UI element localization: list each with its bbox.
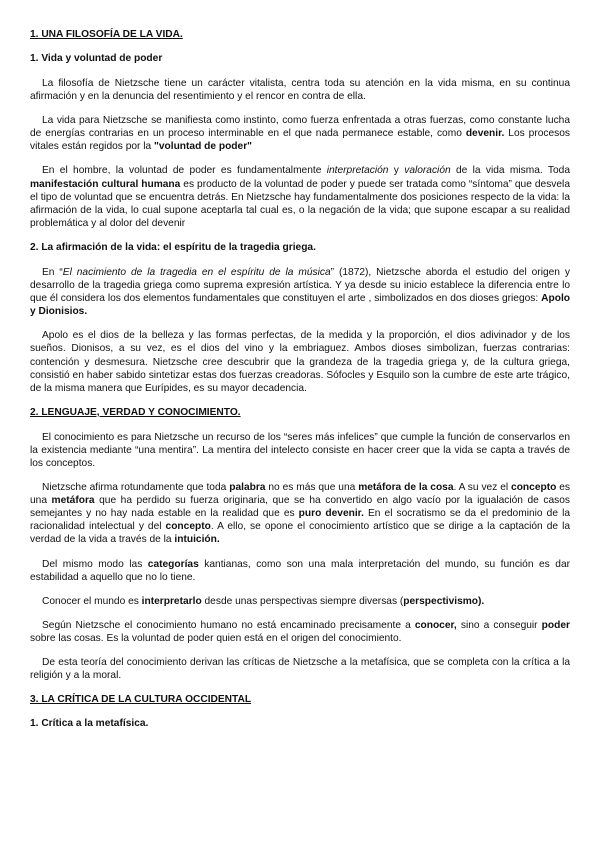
subheading-vida-voluntad: 1. Vida y voluntad de poder: [30, 53, 163, 64]
paragraph-11: De esta teoría del conocimiento derivan las críticas de Nietzsche a la metafísica, que se completa con la crítica a la religión y a la moral.: [30, 657, 570, 682]
section-heading-2: 2. LENGUAJE, VERDAD Y CONOCIMIENTO.: [30, 406, 241, 418]
paragraph-5: Apolo es el dios de la belleza y las formas perfectas, de la medida y la proporción, el dios adivinador y de los sueños. Dionisos, a su vez, es el dios del vino y la embriaguez. Ambos dioses simbolizan, fuerzas contrarias: contención y desmesura. Nietzsche cree descubrir que la grandeza de la tragedia griega y, de la cultura griega, consistió en haber sabido sintetizar estas dos fuerzas creadoras. Sófocles y Esquilo son la cumbre de este arte trágico, de la misma manera que Eurípides, es su mayor decadencia.: [30, 330, 570, 394]
paragraph-8: Del mismo modo las categorías kantianas, como son una mala interpretación del mundo, su función es dar estabilidad a aquello que no lo tiene.: [30, 558, 570, 583]
paragraph-3: En el hombre, la voluntad de poder es fundamentalmente interpretación y valoración de la vida misma. Toda manifestación cultural humana es producto de la voluntad de poder y puede ser tratada como “síntoma” que desvela el tipo de voluntad que se encuentra detrás. En Nietzsche hay fundamentalmente dos posiciones respecto de la vida: la afirmación de la vida, lo cual supone aceptarla tal cual es, o la negación de la vida; que supone escapar a su realidad problemática y al dolor del devenir: [30, 165, 570, 229]
subheading-metafisica: 1. Crítica a la metafísica.: [30, 718, 149, 730]
paragraph-6: El conocimiento es para Nietzsche un recurso de los “seres más infelices” que cumple la función de conservarlos en la existencia mediante “una mentira”. La mentira del intelecto consiste en hacer creer que la vida se capta a través de los conceptos.: [30, 431, 570, 469]
paragraph-9: Conocer el mundo es interpretarlo desde unas perspectivas siempre diversas (perspectivismo).: [42, 595, 485, 607]
subheading-tragedia: 2. La afirmación de la vida: el espíritu de la tragedia griega.: [30, 241, 316, 253]
paragraph-10: Según Nietzsche el conocimiento humano no está encaminado precisamente a conocer, sino a conseguir poder sobre las cosas. Es la voluntad de poder quien está en el origen del conocimiento.: [30, 619, 570, 644]
paragraph-2: La vida para Nietzsche se manifiesta como instinto, como fuerza enfrentada a otras fuerzas, como constante lucha de energías contrarias en un proceso interminable en el que nada permanece estable, como devenir. Los procesos vitales están regidos por la "voluntad de poder": [30, 115, 570, 153]
section-heading-3: 3. LA CRÍTICA DE LA CULTURA OCCIDENTAL: [30, 694, 252, 706]
paragraph-4: En “El nacimiento de la tragedia en el espíritu de la música” (1872), Nietzsche aborda el estudio del origen y desarrollo de la tragedia griega como suprema expresión artística. Y ya desde su inicio establece la diferencia entre lo que él considera los dos elementos fundamentales que constituyen el arte , simbolizados en dos dioses griegos: Apolo y Dionisios.: [30, 266, 570, 318]
paragraph-7: Nietzsche afirma rotundamente que toda palabra no es más que una metáfora de la cosa. A su vez el concepto es una metáfora que ha perdido su fuerza originaria, que se ha convertido en algo vacío por la igualación de casos semejantes y no hay nada estable en la realidad que es puro devenir. En el socratismo se da el predominio de la racionalidad intelectual y del concepto. A ello, se opone el conocimiento artístico que se dirige a la captación de la verdad de la vida a través de la intuición.: [30, 482, 571, 546]
paragraph-1: La filosofía de Nietzsche tiene un carácter vitalista, centra toda su atención en la vida misma, en su continua afirmación y en la denuncia del resentimiento y el rencor en contra de ella.: [30, 78, 570, 103]
section-heading-1: 1. UNA FILOSOFÍA DE LA VIDA.: [30, 29, 183, 40]
